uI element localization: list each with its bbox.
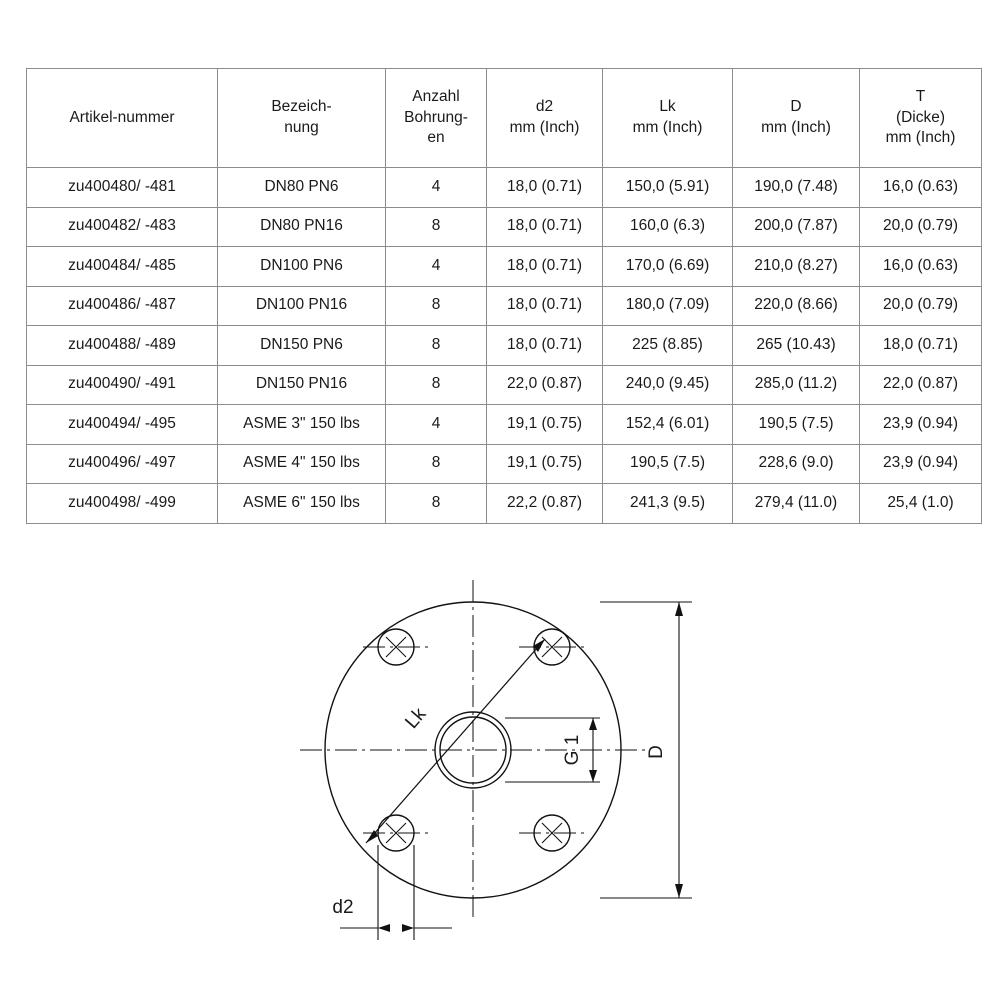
flange-spec-table-container [26, 68, 974, 524]
cell-article-number: zu400496/ -497 [27, 444, 218, 484]
g1-label: G 1 [562, 734, 583, 766]
d2-label: d2 [332, 897, 354, 918]
cell-d: 190,5 (7.5) [733, 405, 860, 445]
cell-hole-count: 8 [386, 207, 487, 247]
table-row [27, 247, 982, 287]
flange-spec-table [26, 68, 982, 524]
cell-hole-count: 8 [386, 286, 487, 326]
column-header-d2 [487, 69, 603, 168]
cell-lk: 180,0 (7.09) [603, 286, 733, 326]
cell-designation: DN100 PN6 [218, 247, 386, 287]
cell-d2: 22,0 (0.87) [487, 365, 603, 405]
cell-designation: DN100 PN16 [218, 286, 386, 326]
flange-technical-drawing [0, 560, 1000, 980]
cell-designation: DN80 PN6 [218, 168, 386, 208]
lk-label: Lk [401, 703, 431, 733]
cell-lk: 190,5 (7.5) [603, 444, 733, 484]
cell-article-number: zu400490/ -491 [27, 365, 218, 405]
header-line: Bohrung- [404, 108, 468, 126]
bolt-hole-cross-marks [386, 637, 562, 843]
column-header-designation [218, 69, 386, 168]
flange-drawing-svg [0, 560, 1000, 980]
cell-article-number: zu400488/ -489 [27, 326, 218, 366]
header-line: Anzahl [412, 87, 460, 105]
cell-d2: 18,0 (0.71) [487, 168, 603, 208]
cell-hole-count: 8 [386, 365, 487, 405]
cell-thickness: 23,9 (0.94) [860, 405, 982, 445]
cell-d: 200,0 (7.87) [733, 207, 860, 247]
cell-designation: DN80 PN16 [218, 207, 386, 247]
cell-hole-count: 4 [386, 168, 487, 208]
cell-d: 285,0 (11.2) [733, 365, 860, 405]
header-line: Artikel-nummer [69, 108, 175, 126]
cell-lk: 160,0 (6.3) [603, 207, 733, 247]
header-line: en [427, 129, 445, 147]
cell-lk: 225 (8.85) [603, 326, 733, 366]
cell-d2: 19,1 (0.75) [487, 444, 603, 484]
header-line: Lk [659, 98, 676, 116]
table-row [27, 484, 982, 524]
column-header-lk [603, 69, 733, 168]
cell-hole-count: 8 [386, 326, 487, 366]
column-header-thickness [860, 69, 982, 168]
cell-designation: DN150 PN16 [218, 365, 386, 405]
column-header-article-number [27, 69, 218, 168]
header-line: mm (Inch) [632, 119, 703, 136]
table-row [27, 168, 982, 208]
center-lines [300, 580, 648, 920]
cell-article-number: zu400494/ -495 [27, 405, 218, 445]
cell-thickness: 16,0 (0.63) [860, 247, 982, 287]
table-row [27, 365, 982, 405]
cell-thickness: 23,9 (0.94) [860, 444, 982, 484]
cell-designation: DN150 PN6 [218, 326, 386, 366]
cell-thickness: 20,0 (0.79) [860, 207, 982, 247]
table-header [27, 69, 982, 168]
header-line: mm (Inch) [885, 129, 956, 147]
cell-designation: ASME 3" 150 lbs [218, 405, 386, 445]
cell-designation: ASME 4" 150 lbs [218, 444, 386, 484]
table-row [27, 444, 982, 484]
column-header-d [733, 69, 860, 168]
cell-d2: 18,0 (0.71) [487, 247, 603, 287]
column-header-hole-count [386, 69, 487, 168]
table-row [27, 326, 982, 366]
table-row [27, 405, 982, 445]
cell-d: 210,0 (8.27) [733, 247, 860, 287]
cell-d2: 19,1 (0.75) [487, 405, 603, 445]
cell-lk: 170,0 (6.69) [603, 247, 733, 287]
cell-d: 265 (10.43) [733, 326, 860, 366]
cell-d2: 18,0 (0.71) [487, 326, 603, 366]
table-body [27, 168, 982, 524]
cell-lk: 152,4 (6.01) [603, 405, 733, 445]
header-line: Bezeich- [271, 98, 332, 116]
cell-thickness: 16,0 (0.63) [860, 168, 982, 208]
cell-hole-count: 4 [386, 405, 487, 445]
header-line: mm (Inch) [761, 119, 831, 136]
cell-d: 220,0 (8.66) [733, 286, 860, 326]
cell-d2: 18,0 (0.71) [487, 286, 603, 326]
header-line: nung [284, 119, 319, 136]
cell-article-number: zu400498/ -499 [27, 484, 218, 524]
header-line: D [790, 98, 802, 116]
cell-article-number: zu400484/ -485 [27, 247, 218, 287]
cell-designation: ASME 6" 150 lbs [218, 484, 386, 524]
cell-d: 190,0 (7.48) [733, 168, 860, 208]
cell-article-number: zu400486/ -487 [27, 286, 218, 326]
cell-d: 279,4 (11.0) [733, 484, 860, 524]
lk-dimension [366, 639, 545, 843]
cell-lk: 240,0 (9.45) [603, 365, 733, 405]
header-line: T [915, 87, 926, 105]
cell-article-number: zu400482/ -483 [27, 207, 218, 247]
cell-lk: 150,0 (5.91) [603, 168, 733, 208]
header-line: d2 [535, 98, 554, 116]
header-line: mm (Inch) [509, 119, 580, 136]
cell-thickness: 18,0 (0.71) [860, 326, 982, 366]
cell-hole-count: 8 [386, 444, 487, 484]
table-row [27, 286, 982, 326]
cell-hole-count: 4 [386, 247, 487, 287]
cell-thickness: 22,0 (0.87) [860, 365, 982, 405]
cell-thickness: 25,4 (1.0) [860, 484, 982, 524]
table-header-row [27, 69, 982, 168]
cell-lk: 241,3 (9.5) [603, 484, 733, 524]
cell-thickness: 20,0 (0.79) [860, 286, 982, 326]
cell-hole-count: 8 [386, 484, 487, 524]
header-line: (Dicke) [895, 108, 946, 126]
table-row [27, 207, 982, 247]
cell-d2: 18,0 (0.71) [487, 207, 603, 247]
cell-d: 228,6 (9.0) [733, 444, 860, 484]
cell-article-number: zu400480/ -481 [27, 168, 218, 208]
cell-d2: 22,2 (0.87) [487, 484, 603, 524]
d-label: D [646, 745, 667, 759]
